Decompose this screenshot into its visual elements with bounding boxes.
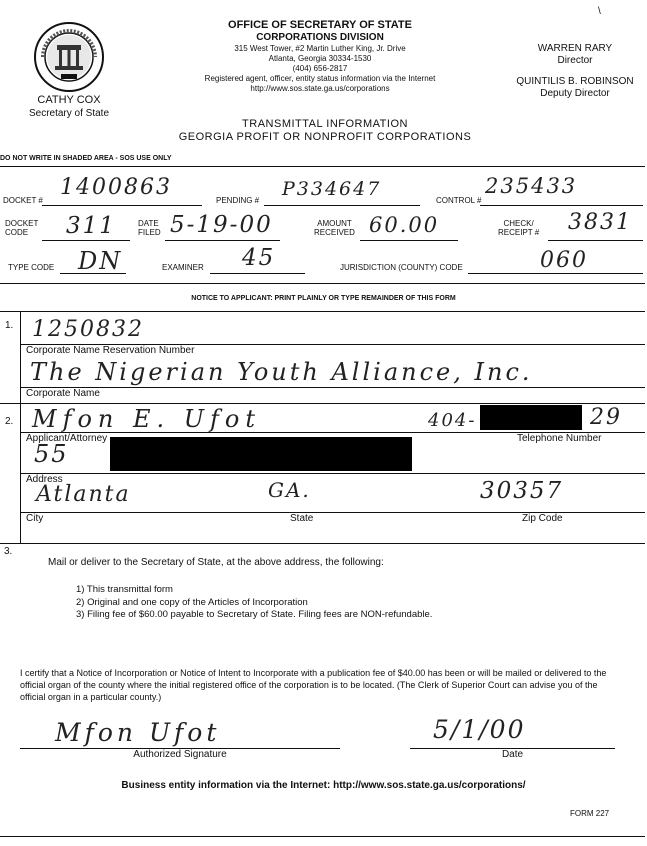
redacted-phone: [480, 405, 582, 430]
authorized-signature-label: Authorized Signature: [133, 749, 227, 760]
amount-received-value[interactable]: 60.00: [369, 213, 440, 237]
city-label: City: [26, 513, 44, 524]
examiner-label: EXAMINER: [162, 263, 204, 272]
mail-instructions: Mail or deliver to the Secretary of State, at the above address, the following:: [48, 557, 384, 568]
check-receipt-label: CHECK/ RECEIPT #: [498, 219, 540, 237]
certification-text: I certify that a Notice of Incorporation or Notice of Intent to Incorporate with a publication fee of $40.00 has been or will be mailed or delivered to the official organ of the county where the initial registered office of the corporation is to be located. (The Clerk of Superior Court can advise you of the official organ in a particular county.): [20, 668, 607, 702]
state-seal: [33, 21, 105, 93]
section-2-number: 2.: [5, 416, 14, 427]
sos-use-notice: DO NOT WRITE IN SHADED AREA - SOS USE ONLY: [0, 155, 172, 162]
signature-date-value[interactable]: 5/1/00: [433, 715, 526, 744]
city-value[interactable]: Atlanta: [36, 482, 131, 507]
signature-date-label: Date: [501, 749, 524, 760]
office-phone: (404) 656-2817: [292, 64, 348, 73]
deputy-director-name: QUINTILIS B. ROBINSON: [516, 76, 634, 87]
docket-label: DOCKET #: [3, 196, 43, 205]
section-1-number: 1.: [5, 320, 14, 331]
pending-label: PENDING #: [216, 196, 260, 205]
office-website: http://www.sos.state.ga.us/corporations: [250, 84, 390, 93]
state-label: State: [290, 513, 314, 524]
amount-received-label: AMOUNT RECEIVED: [314, 219, 355, 237]
director-title: Director: [557, 55, 593, 66]
redacted-address: [110, 437, 412, 471]
docket-code-value[interactable]: 311: [66, 213, 116, 239]
applicant-value[interactable]: Mfon E. Ufot: [32, 405, 261, 433]
required-items-list: [76, 584, 432, 622]
zip-label: Zip Code: [522, 513, 563, 524]
registered-info: Registered agent, officer, entity status information via the Internet: [204, 74, 436, 83]
georgia-seal-icon: [33, 21, 105, 93]
telephone-suffix[interactable]: 29: [590, 405, 622, 430]
secretary-name: CATHY COX: [37, 94, 101, 106]
type-code-label: TYPE CODE: [8, 263, 55, 272]
office-address-1: 315 West Tower, #2 Martin Luther King, Jr. Drive: [234, 44, 406, 53]
authorized-signature-value[interactable]: Mfon Ufot: [55, 718, 221, 747]
telephone-prefix[interactable]: 404-: [428, 410, 477, 431]
office-title: OFFICE OF SECRETARY OF STATE: [228, 19, 412, 31]
zip-value[interactable]: 30357: [480, 478, 564, 504]
applicant-label: Applicant/Attorney: [26, 433, 108, 444]
date-filed-value[interactable]: 5-19-00: [170, 212, 273, 238]
required-item: 1) This transmittal form: [76, 584, 173, 595]
form-title: TRANSMITTAL INFORMATION: [242, 118, 408, 130]
date-filed-label: DATE FILED: [138, 219, 161, 237]
control-label: CONTROL #: [436, 196, 482, 205]
address-label: Address: [26, 474, 63, 485]
form-subtitle: GEORGIA PROFIT OR NONPROFIT CORPORATIONS: [178, 131, 472, 143]
type-code-value[interactable]: DN: [78, 247, 123, 275]
division-title: CORPORATIONS DIVISION: [256, 32, 384, 43]
notice-to-applicant: NOTICE TO APPLICANT: PRINT PLAINLY OR TYPE REMAINDER OF THIS FORM: [191, 295, 456, 302]
corporate-name-label: Corporate Name: [26, 388, 100, 399]
check-receipt-value[interactable]: 3831: [568, 210, 632, 235]
deputy-director-title: Deputy Director: [540, 88, 610, 99]
required-item: 3) Filing fee of $60.00 payable to Secretary of State. Filing fees are NON-refundable.: [76, 609, 433, 620]
reservation-number-label: Corporate Name Reservation Number: [26, 345, 195, 356]
docket-value[interactable]: 1400863: [60, 175, 172, 200]
required-item: 2) Original and one copy of the Articles of Incorporation: [76, 596, 308, 608]
office-address-2: Atlanta, Georgia 30334-1530: [268, 54, 372, 63]
control-value[interactable]: 235433: [485, 174, 578, 198]
pending-value[interactable]: P334647: [282, 178, 382, 200]
docket-code-label: DOCKET CODE: [5, 219, 39, 237]
examiner-value[interactable]: 45: [242, 245, 276, 271]
telephone-label: Telephone Number: [517, 433, 602, 444]
corporate-name-value[interactable]: The Nigerian Youth Alliance, Inc.: [30, 358, 533, 386]
director-name: WARREN RARY: [537, 43, 613, 54]
jurisdiction-label: JURISDICTION (COUNTY) CODE: [340, 263, 463, 272]
form-number: FORM 227: [570, 809, 610, 818]
reservation-number-value[interactable]: 1250832: [32, 317, 144, 342]
state-value[interactable]: GA.: [268, 478, 311, 502]
secretary-title: Secretary of State: [28, 108, 110, 119]
internet-info: Business entity information via the Internet: http://www.sos.state.ga.us/corporations/: [121, 780, 526, 791]
jurisdiction-value[interactable]: 060: [540, 248, 588, 273]
address-value[interactable]: 55: [34, 440, 69, 468]
section-3-number: 3.: [4, 546, 13, 557]
